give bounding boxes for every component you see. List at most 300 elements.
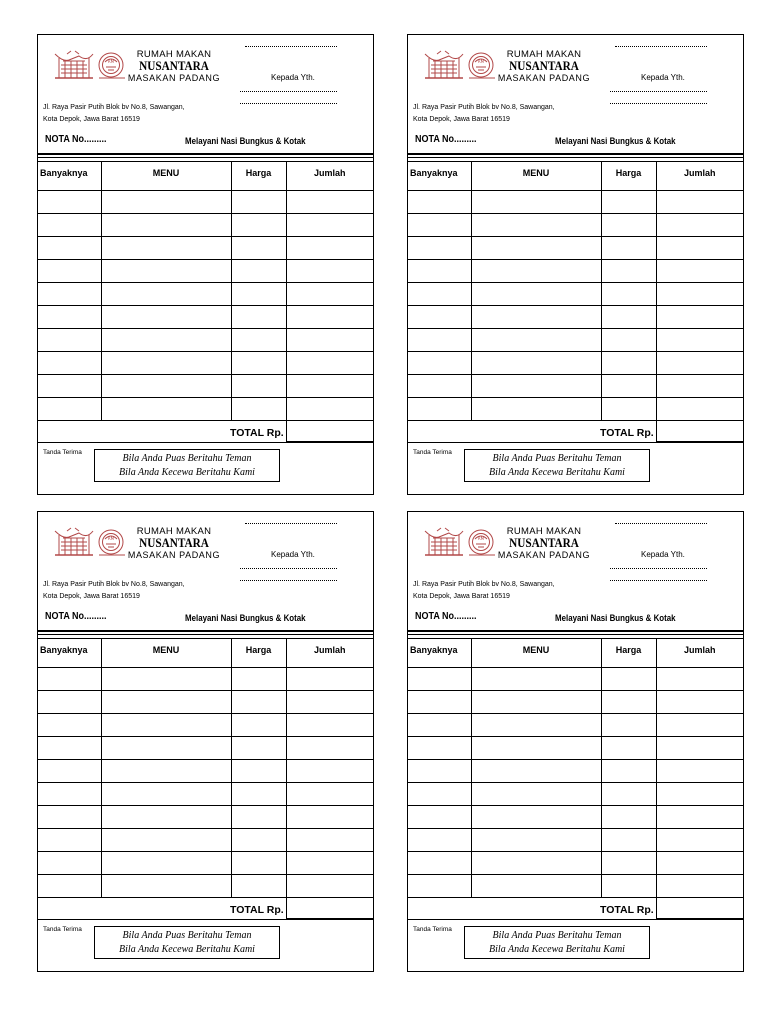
col-header-menu: MENU xyxy=(471,639,601,668)
quantity-cell[interactable] xyxy=(408,329,471,352)
address-line-1: Jl. Raya Pasir Putih Blok bv No.8, Sawangan, xyxy=(413,104,555,111)
menu-cell[interactable] xyxy=(101,375,231,398)
menu-cell[interactable] xyxy=(471,714,601,737)
recipient-line-1[interactable] xyxy=(240,568,337,569)
quantity-cell[interactable] xyxy=(38,737,101,760)
price-cell[interactable] xyxy=(231,306,286,329)
quantity-cell[interactable] xyxy=(38,375,101,398)
price-cell[interactable] xyxy=(601,260,656,283)
recipient-label: Kepada Yth. xyxy=(271,550,315,559)
amount-cell[interactable] xyxy=(656,352,743,375)
price-cell[interactable] xyxy=(231,714,286,737)
quantity-cell[interactable] xyxy=(38,668,101,691)
table-row xyxy=(38,783,373,806)
table-row xyxy=(38,398,373,421)
amount-cell[interactable] xyxy=(286,237,373,260)
price-cell[interactable] xyxy=(601,352,656,375)
menu-cell[interactable] xyxy=(101,329,231,352)
rumah-gadang-logo-icon xyxy=(53,525,133,561)
price-cell[interactable] xyxy=(231,398,286,421)
header-rule xyxy=(408,153,743,155)
table-row xyxy=(408,737,743,760)
address-line-2: Kota Depok, Jawa Barat 16519 xyxy=(413,592,510,600)
table-row xyxy=(408,398,743,421)
price-cell[interactable] xyxy=(231,237,286,260)
restaurant-cuisine: MASAKAN PADANG xyxy=(497,73,591,84)
message-box xyxy=(464,449,650,482)
table-row xyxy=(38,352,373,375)
quantity-cell[interactable] xyxy=(408,806,471,829)
quantity-cell[interactable] xyxy=(408,375,471,398)
table-row xyxy=(408,691,743,714)
menu-cell[interactable] xyxy=(471,306,601,329)
menu-cell[interactable] xyxy=(471,852,601,875)
amount-cell[interactable] xyxy=(286,875,373,898)
menu-cell[interactable] xyxy=(101,306,231,329)
table-row xyxy=(38,283,373,306)
recipient-line-top[interactable] xyxy=(245,46,337,47)
col-header-quantity: Banyaknya xyxy=(408,639,471,668)
menu-cell[interactable] xyxy=(471,829,601,852)
price-cell[interactable] xyxy=(601,760,656,783)
nota-number[interactable]: NOTA No......... xyxy=(415,611,477,622)
message-line-1: Bila Anda Puas Beritahu Teman xyxy=(492,930,622,941)
menu-cell[interactable] xyxy=(101,691,231,714)
price-cell[interactable] xyxy=(231,875,286,898)
address-line-1: Jl. Raya Pasir Putih Blok bv No.8, Sawangan, xyxy=(43,581,185,588)
price-cell[interactable] xyxy=(601,829,656,852)
header-rule-thin xyxy=(408,157,743,158)
nota-form-4 xyxy=(407,511,744,972)
amount-cell[interactable] xyxy=(286,306,373,329)
address-line-2: Kota Depok, Jawa Barat 16519 xyxy=(43,115,140,123)
restaurant-address xyxy=(43,102,185,125)
col-header-price: Harga xyxy=(601,639,656,668)
recipient-label: Kepada Yth. xyxy=(641,73,685,82)
col-header-quantity: Banyaknya xyxy=(38,162,101,191)
receipt-label: Tanda Terima xyxy=(43,926,82,933)
table-row xyxy=(408,806,743,829)
total-amount-field[interactable] xyxy=(286,897,373,919)
table-row xyxy=(38,714,373,737)
price-cell[interactable] xyxy=(231,783,286,806)
recipient-line-2[interactable] xyxy=(610,103,707,104)
menu-cell[interactable] xyxy=(471,329,601,352)
menu-cell[interactable] xyxy=(101,852,231,875)
svg-text:RM: RM xyxy=(477,59,485,64)
price-cell[interactable] xyxy=(601,375,656,398)
col-header-price: Harga xyxy=(601,162,656,191)
amount-cell[interactable] xyxy=(286,829,373,852)
price-cell[interactable] xyxy=(231,191,286,214)
menu-cell[interactable] xyxy=(101,237,231,260)
quantity-cell[interactable] xyxy=(408,283,471,306)
quantity-cell[interactable] xyxy=(38,260,101,283)
menu-cell[interactable] xyxy=(471,283,601,306)
amount-cell[interactable] xyxy=(286,714,373,737)
message-line-2: Bila Anda Kecewa Beritahu Kami xyxy=(119,467,255,478)
table-row xyxy=(38,668,373,691)
nota-number[interactable]: NOTA No......... xyxy=(415,134,477,145)
price-cell[interactable] xyxy=(231,691,286,714)
receipt-label: Tanda Terima xyxy=(413,449,452,456)
menu-cell[interactable] xyxy=(101,191,231,214)
table-row xyxy=(408,352,743,375)
menu-cell[interactable] xyxy=(101,783,231,806)
menu-cell[interactable] xyxy=(101,806,231,829)
price-cell[interactable] xyxy=(601,737,656,760)
message-line-1: Bila Anda Puas Beritahu Teman xyxy=(122,930,252,941)
quantity-cell[interactable] xyxy=(38,760,101,783)
total-label: TOTAL Rp. xyxy=(230,904,284,916)
rumah-gadang-logo-icon xyxy=(423,525,503,561)
quantity-cell[interactable] xyxy=(408,714,471,737)
rumah-gadang-logo-icon xyxy=(423,48,503,84)
price-cell[interactable] xyxy=(231,829,286,852)
address-line-2: Kota Depok, Jawa Barat 16519 xyxy=(43,592,140,600)
table-row xyxy=(408,329,743,352)
menu-cell[interactable] xyxy=(101,714,231,737)
quantity-cell[interactable] xyxy=(38,398,101,421)
recipient-line-top[interactable] xyxy=(245,523,337,524)
menu-cell[interactable] xyxy=(471,806,601,829)
quantity-cell[interactable] xyxy=(408,829,471,852)
menu-cell[interactable] xyxy=(101,829,231,852)
table-row xyxy=(38,829,373,852)
recipient-line-1[interactable] xyxy=(610,91,707,92)
price-cell[interactable] xyxy=(601,214,656,237)
table-row xyxy=(408,852,743,875)
amount-cell[interactable] xyxy=(286,668,373,691)
quantity-cell[interactable] xyxy=(408,260,471,283)
price-cell[interactable] xyxy=(601,398,656,421)
restaurant-brand xyxy=(126,50,222,84)
total-label: TOTAL Rp. xyxy=(600,427,654,439)
price-cell[interactable] xyxy=(601,691,656,714)
col-header-price: Harga xyxy=(231,639,286,668)
receipt-label: Tanda Terima xyxy=(413,926,452,933)
amount-cell[interactable] xyxy=(656,691,743,714)
col-header-quantity: Banyaknya xyxy=(408,162,471,191)
quantity-cell[interactable] xyxy=(38,714,101,737)
quantity-cell[interactable] xyxy=(38,214,101,237)
amount-cell[interactable] xyxy=(656,260,743,283)
nota-form-2 xyxy=(407,34,744,495)
price-cell[interactable] xyxy=(231,668,286,691)
nota-form-1 xyxy=(37,34,374,495)
address-line-1: Jl. Raya Pasir Putih Blok bv No.8, Sawangan, xyxy=(43,104,185,111)
quantity-cell[interactable] xyxy=(38,806,101,829)
quantity-cell[interactable] xyxy=(38,691,101,714)
service-slogan: Melayani Nasi Bungkus & Kotak xyxy=(185,613,306,623)
amount-cell[interactable] xyxy=(286,783,373,806)
menu-cell[interactable] xyxy=(471,691,601,714)
table-row xyxy=(408,668,743,691)
price-cell[interactable] xyxy=(601,283,656,306)
price-cell[interactable] xyxy=(231,329,286,352)
items-table xyxy=(38,638,373,898)
amount-cell[interactable] xyxy=(656,737,743,760)
amount-cell[interactable] xyxy=(286,352,373,375)
recipient-line-1[interactable] xyxy=(610,568,707,569)
quantity-cell[interactable] xyxy=(408,852,471,875)
recipient-line-2[interactable] xyxy=(610,580,707,581)
menu-cell[interactable] xyxy=(101,398,231,421)
price-cell[interactable] xyxy=(601,306,656,329)
recipient-line-top[interactable] xyxy=(615,523,707,524)
message-box xyxy=(94,449,280,482)
menu-cell[interactable] xyxy=(101,737,231,760)
restaurant-type: RUMAH MAKAN xyxy=(136,49,212,60)
menu-cell[interactable] xyxy=(101,352,231,375)
quantity-cell[interactable] xyxy=(408,398,471,421)
menu-cell[interactable] xyxy=(471,737,601,760)
total-label: TOTAL Rp. xyxy=(600,904,654,916)
menu-cell[interactable] xyxy=(101,875,231,898)
total-amount-field[interactable] xyxy=(286,420,373,442)
menu-cell[interactable] xyxy=(471,237,601,260)
quantity-cell[interactable] xyxy=(408,237,471,260)
receipt-label: Tanda Terima xyxy=(43,449,82,456)
recipient-line-2[interactable] xyxy=(240,103,337,104)
menu-cell[interactable] xyxy=(471,398,601,421)
amount-cell[interactable] xyxy=(286,806,373,829)
amount-cell[interactable] xyxy=(656,214,743,237)
amount-cell[interactable] xyxy=(656,829,743,852)
col-header-menu: MENU xyxy=(101,639,231,668)
header-rule xyxy=(408,630,743,632)
quantity-cell[interactable] xyxy=(408,191,471,214)
restaurant-type: RUMAH MAKAN xyxy=(506,49,582,60)
price-cell[interactable] xyxy=(601,852,656,875)
restaurant-type: RUMAH MAKAN xyxy=(506,526,582,537)
table-row xyxy=(408,875,743,898)
quantity-cell[interactable] xyxy=(408,691,471,714)
quantity-cell[interactable] xyxy=(38,283,101,306)
price-cell[interactable] xyxy=(231,737,286,760)
restaurant-name: NUSANTARA xyxy=(139,536,209,551)
amount-cell[interactable] xyxy=(286,398,373,421)
price-cell[interactable] xyxy=(601,806,656,829)
col-header-menu: MENU xyxy=(101,162,231,191)
restaurant-name: NUSANTARA xyxy=(509,59,579,74)
recipient-line-1[interactable] xyxy=(240,91,337,92)
price-cell[interactable] xyxy=(601,191,656,214)
col-header-menu: MENU xyxy=(471,162,601,191)
col-header-price: Harga xyxy=(231,162,286,191)
table-row xyxy=(408,714,743,737)
table-row xyxy=(38,191,373,214)
table-row xyxy=(38,691,373,714)
price-cell[interactable] xyxy=(601,783,656,806)
table-row xyxy=(38,237,373,260)
recipient-label: Kepada Yth. xyxy=(271,73,315,82)
total-rule xyxy=(408,919,743,920)
menu-cell[interactable] xyxy=(471,352,601,375)
nota-form-3 xyxy=(37,511,374,972)
amount-cell[interactable] xyxy=(656,806,743,829)
amount-cell[interactable] xyxy=(286,191,373,214)
svg-text:RM: RM xyxy=(477,536,485,541)
address-line-1: Jl. Raya Pasir Putih Blok bv No.8, Sawangan, xyxy=(413,581,555,588)
message-line-1: Bila Anda Puas Beritahu Teman xyxy=(492,453,622,464)
table-row xyxy=(408,375,743,398)
quantity-cell[interactable] xyxy=(38,829,101,852)
amount-cell[interactable] xyxy=(656,875,743,898)
nota-number[interactable]: NOTA No......... xyxy=(45,134,107,145)
service-slogan: Melayani Nasi Bungkus & Kotak xyxy=(555,613,676,623)
col-header-amount: Jumlah xyxy=(286,162,373,191)
quantity-cell[interactable] xyxy=(408,875,471,898)
svg-text:RM: RM xyxy=(107,59,115,64)
amount-cell[interactable] xyxy=(286,329,373,352)
quantity-cell[interactable] xyxy=(38,783,101,806)
quantity-cell[interactable] xyxy=(408,668,471,691)
message-line-2: Bila Anda Kecewa Beritahu Kami xyxy=(119,944,255,955)
amount-cell[interactable] xyxy=(656,306,743,329)
menu-cell[interactable] xyxy=(471,191,601,214)
restaurant-cuisine: MASAKAN PADANG xyxy=(127,550,221,561)
amount-cell[interactable] xyxy=(286,214,373,237)
table-row xyxy=(38,329,373,352)
quantity-cell[interactable] xyxy=(38,306,101,329)
quantity-cell[interactable] xyxy=(408,306,471,329)
amount-cell[interactable] xyxy=(656,760,743,783)
menu-cell[interactable] xyxy=(471,783,601,806)
col-header-quantity: Banyaknya xyxy=(38,639,101,668)
message-box xyxy=(464,926,650,959)
amount-cell[interactable] xyxy=(286,691,373,714)
quantity-cell[interactable] xyxy=(38,329,101,352)
menu-cell[interactable] xyxy=(101,214,231,237)
quantity-cell[interactable] xyxy=(38,352,101,375)
quantity-cell[interactable] xyxy=(38,191,101,214)
menu-cell[interactable] xyxy=(101,283,231,306)
message-line-2: Bila Anda Kecewa Beritahu Kami xyxy=(489,944,625,955)
restaurant-brand xyxy=(496,50,592,84)
total-amount-field[interactable] xyxy=(656,897,743,919)
restaurant-name: NUSANTARA xyxy=(139,59,209,74)
amount-cell[interactable] xyxy=(286,283,373,306)
header-rule-thin xyxy=(38,634,373,635)
col-header-amount: Jumlah xyxy=(656,639,743,668)
total-rule xyxy=(408,442,743,443)
table-row xyxy=(38,375,373,398)
menu-cell[interactable] xyxy=(101,760,231,783)
price-cell[interactable] xyxy=(601,875,656,898)
menu-cell[interactable] xyxy=(471,214,601,237)
price-cell[interactable] xyxy=(601,668,656,691)
price-cell[interactable] xyxy=(231,260,286,283)
rumah-gadang-logo-icon xyxy=(53,48,133,84)
price-cell[interactable] xyxy=(231,283,286,306)
menu-cell[interactable] xyxy=(101,260,231,283)
col-header-amount: Jumlah xyxy=(286,639,373,668)
quantity-cell[interactable] xyxy=(38,852,101,875)
table-row xyxy=(408,829,743,852)
quantity-cell[interactable] xyxy=(408,737,471,760)
quantity-cell[interactable] xyxy=(408,783,471,806)
message-line-1: Bila Anda Puas Beritahu Teman xyxy=(122,453,252,464)
restaurant-cuisine: MASAKAN PADANG xyxy=(127,73,221,84)
amount-cell[interactable] xyxy=(656,329,743,352)
restaurant-brand xyxy=(126,527,222,561)
header-rule-thin xyxy=(38,157,373,158)
table-row xyxy=(38,760,373,783)
items-table xyxy=(408,161,743,421)
table-row xyxy=(38,737,373,760)
amount-cell[interactable] xyxy=(286,760,373,783)
price-cell[interactable] xyxy=(231,806,286,829)
quantity-cell[interactable] xyxy=(408,214,471,237)
quantity-cell[interactable] xyxy=(38,875,101,898)
table-row xyxy=(408,260,743,283)
menu-cell[interactable] xyxy=(471,668,601,691)
table-row xyxy=(408,283,743,306)
amount-cell[interactable] xyxy=(286,260,373,283)
price-cell[interactable] xyxy=(231,375,286,398)
amount-cell[interactable] xyxy=(286,852,373,875)
restaurant-address xyxy=(43,579,185,602)
amount-cell[interactable] xyxy=(656,668,743,691)
amount-cell[interactable] xyxy=(656,237,743,260)
amount-cell[interactable] xyxy=(656,283,743,306)
message-box xyxy=(94,926,280,959)
header-rule-thin xyxy=(408,634,743,635)
restaurant-name: NUSANTARA xyxy=(509,536,579,551)
recipient-line-top[interactable] xyxy=(615,46,707,47)
amount-cell[interactable] xyxy=(286,375,373,398)
price-cell[interactable] xyxy=(601,329,656,352)
total-amount-field[interactable] xyxy=(656,420,743,442)
price-cell[interactable] xyxy=(601,714,656,737)
quantity-cell[interactable] xyxy=(408,352,471,375)
table-row xyxy=(408,760,743,783)
restaurant-type: RUMAH MAKAN xyxy=(136,526,212,537)
menu-cell[interactable] xyxy=(471,875,601,898)
amount-cell[interactable] xyxy=(286,737,373,760)
price-cell[interactable] xyxy=(231,852,286,875)
table-row xyxy=(408,237,743,260)
quantity-cell[interactable] xyxy=(38,237,101,260)
price-cell[interactable] xyxy=(231,760,286,783)
table-row xyxy=(408,306,743,329)
table-row xyxy=(38,214,373,237)
menu-cell[interactable] xyxy=(101,668,231,691)
table-row xyxy=(38,852,373,875)
nota-number[interactable]: NOTA No......... xyxy=(45,611,107,622)
menu-cell[interactable] xyxy=(471,375,601,398)
amount-cell[interactable] xyxy=(656,398,743,421)
menu-cell[interactable] xyxy=(471,260,601,283)
quantity-cell[interactable] xyxy=(408,760,471,783)
price-cell[interactable] xyxy=(231,352,286,375)
table-row xyxy=(38,806,373,829)
amount-cell[interactable] xyxy=(656,714,743,737)
amount-cell[interactable] xyxy=(656,783,743,806)
amount-cell[interactable] xyxy=(656,375,743,398)
price-cell[interactable] xyxy=(231,214,286,237)
menu-cell[interactable] xyxy=(471,760,601,783)
restaurant-brand xyxy=(496,527,592,561)
svg-text:RM: RM xyxy=(107,536,115,541)
table-row xyxy=(408,214,743,237)
recipient-line-2[interactable] xyxy=(240,580,337,581)
price-cell[interactable] xyxy=(601,237,656,260)
total-rule xyxy=(38,919,373,920)
amount-cell[interactable] xyxy=(656,852,743,875)
amount-cell[interactable] xyxy=(656,191,743,214)
